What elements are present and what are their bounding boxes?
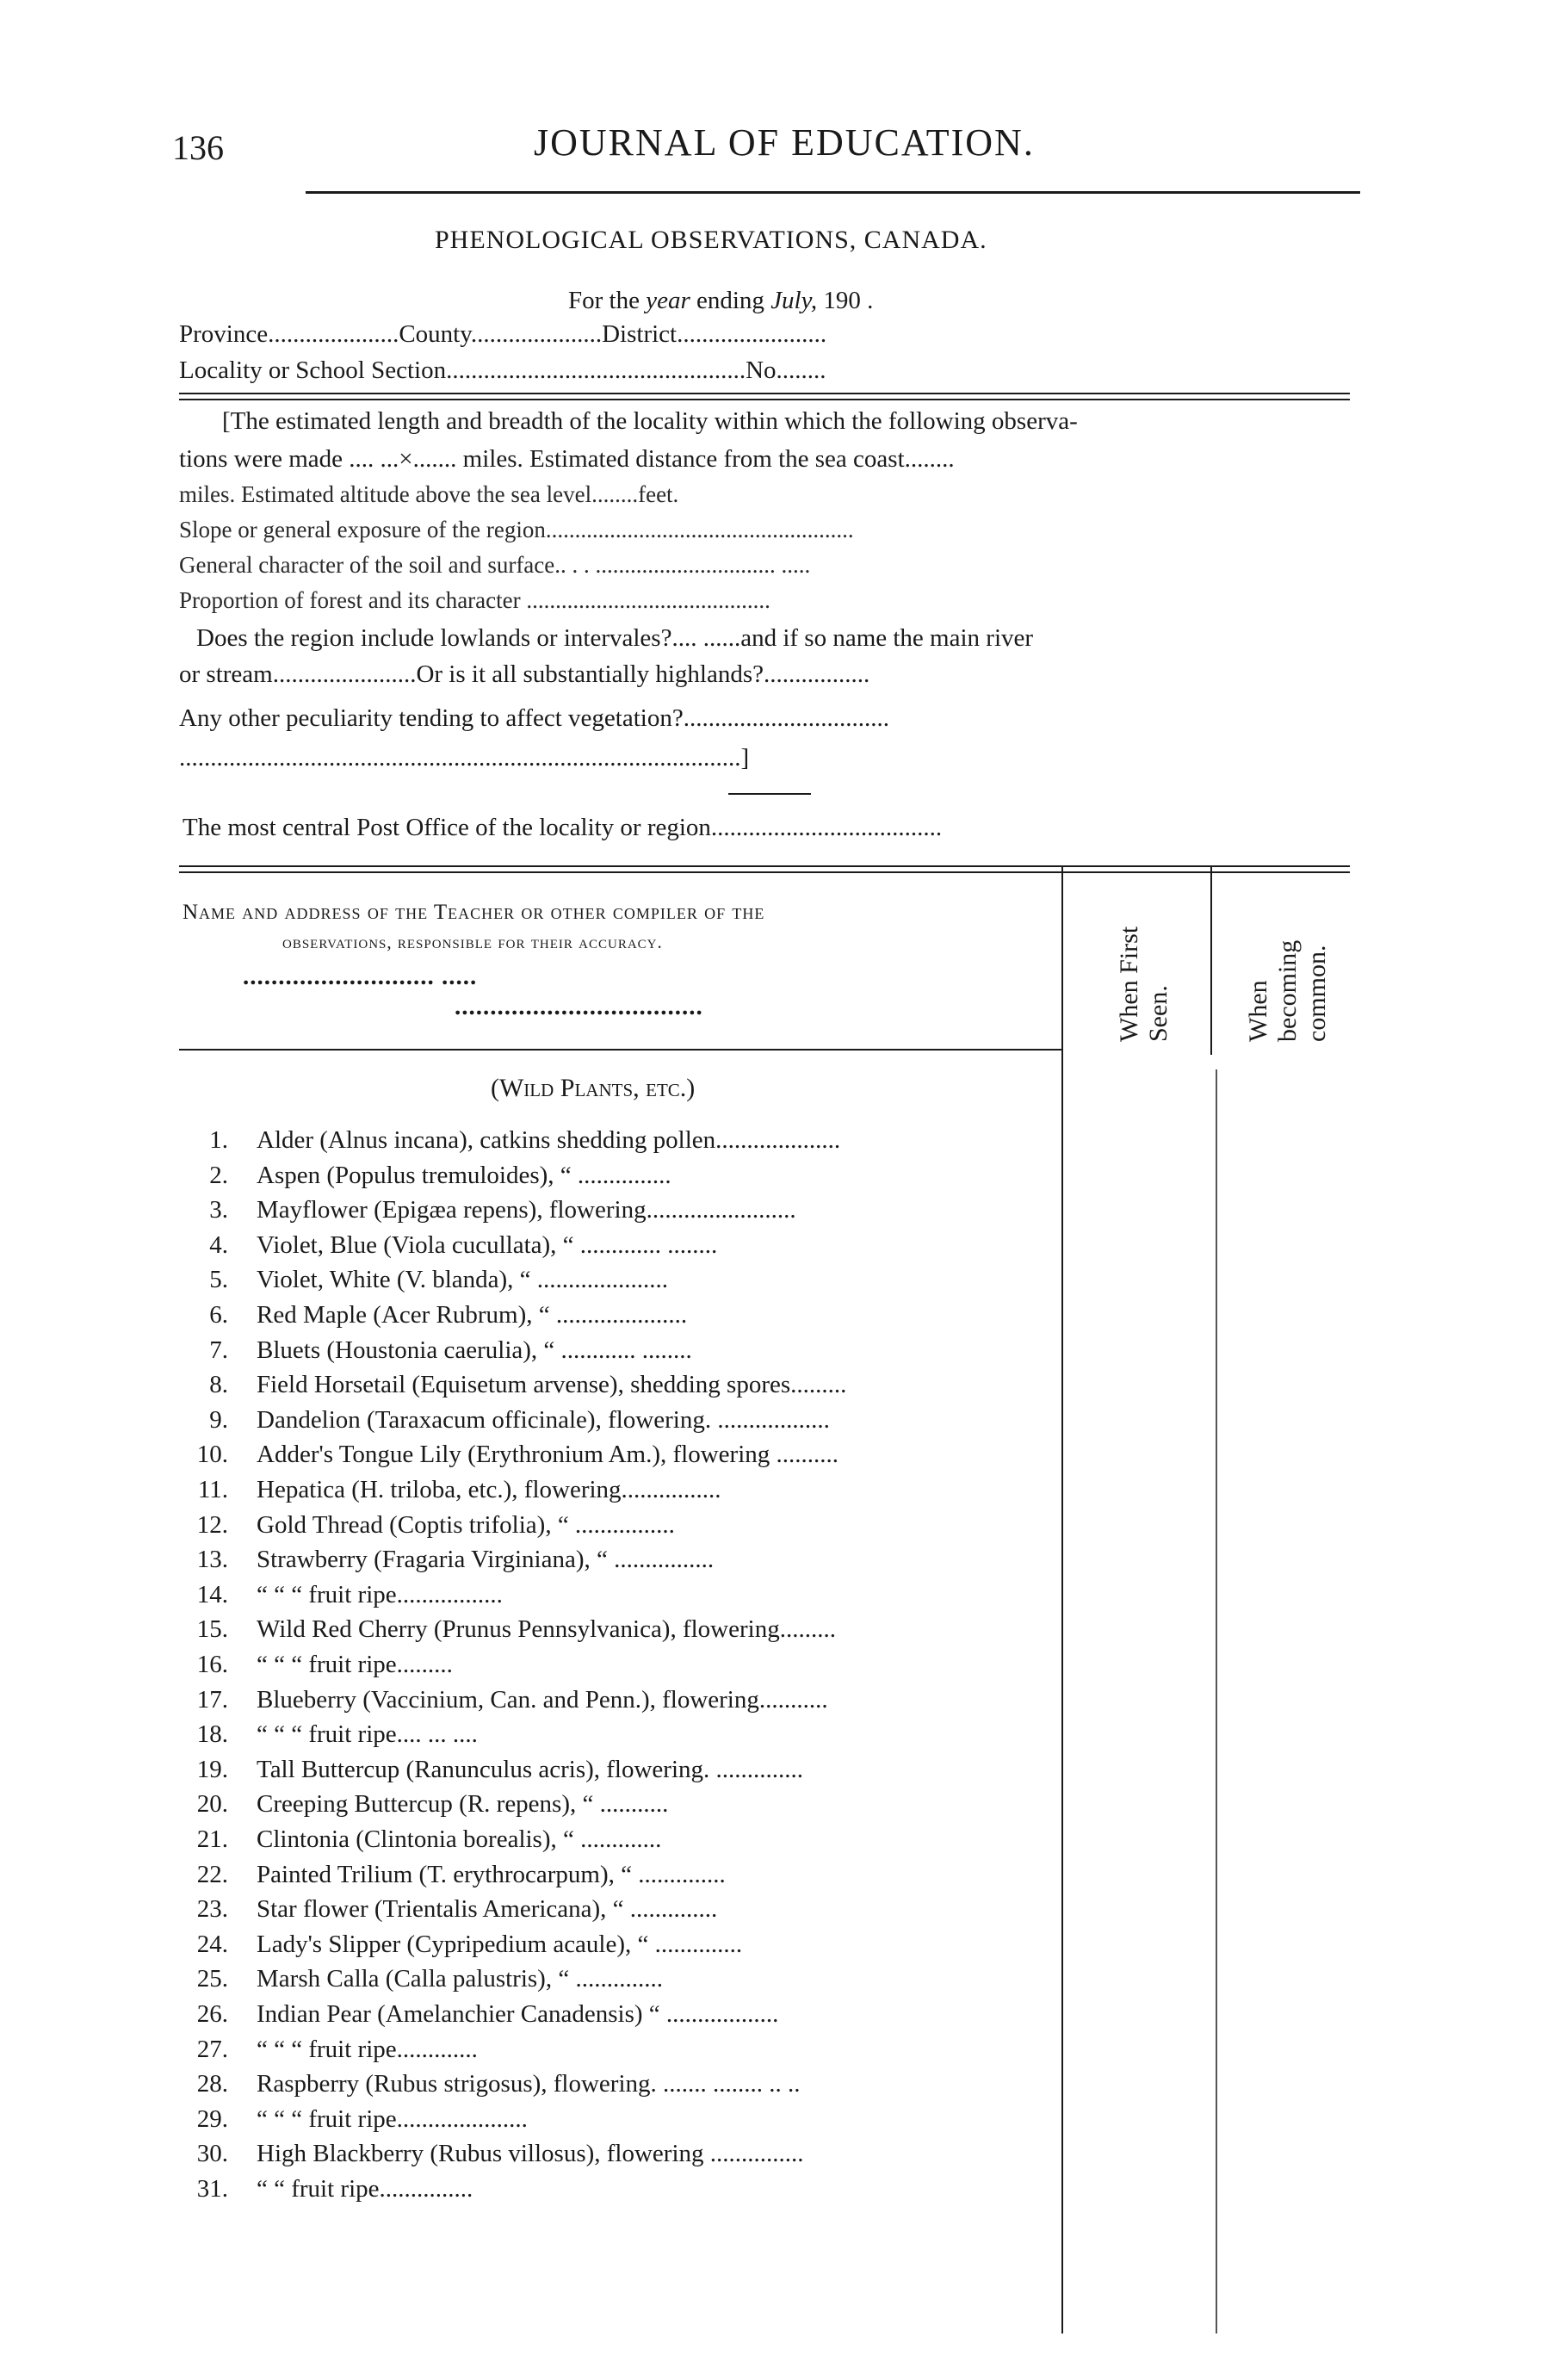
row-number: 15. [196,1615,228,1643]
lowlands-line-1: Does the region include lowlands or intervales?.... ......and if so name the main river [196,624,1034,652]
form-title: PHENOLOGICAL OBSERVATIONS, CANADA. [435,226,987,254]
row-text: Clintonia (Clintonia borealis), “ ............. [257,1825,662,1853]
row-text: Mayflower (Epigæa repens), flowering........................ [257,1196,796,1224]
row-text: Blueberry (Vaccinium, Can. and Penn.), flowering........... [257,1686,828,1714]
section-heading: (Wild Plants, etc.) [491,1074,696,1102]
row-number: 28. [196,2070,228,2098]
dots-line-1: ........................... ..... [243,963,478,990]
col-common-line-3: common. [1303,945,1331,1042]
year-line-prefix: For the [568,287,640,314]
row-number: 26. [196,2000,228,2028]
double-rule-1a [179,393,1350,394]
col-common-line-1: When [1244,980,1272,1042]
dots-line-2: ................................... [455,993,703,1020]
row-number: 17. [196,1686,228,1714]
row-text: Field Horsetail (Equisetum arvense), shedding spores......... [257,1371,847,1398]
row-text: Dandelion (Taraxacum officinale), flowering. .................. [257,1406,830,1434]
row-number: 16. [196,1651,228,1678]
row-text: Hepatica (H. triloba, etc.), flowering................ [257,1476,721,1503]
row-text: Strawberry (Fragaria Virginiana), “ ................ [257,1546,715,1573]
row-number: 3. [209,1196,228,1224]
row-text: Tall Buttercup (Ranunculus acris), flowering. .............. [257,1756,804,1783]
row-number: 14. [196,1581,228,1608]
peculiarity-line-1: Any other peculiarity tending to affect vegetation?................................. [179,704,889,732]
year-line-italic: year [646,287,690,314]
row-text: Gold Thread (Coptis trifolia), “ ................ [257,1511,675,1539]
forest-line: Proportion of forest and its character .......................................... [179,587,770,613]
row-text: “ “ “ fruit ripe............. [257,2036,478,2063]
row-number: 4. [209,1231,228,1259]
header-bottom-rule [179,1049,1061,1051]
row-number: 19. [196,1756,228,1783]
row-number: 20. [196,1790,228,1818]
row-text: “ “ fruit ripe............... [257,2175,473,2203]
row-text: “ “ “ fruit ripe..................... [257,2105,528,2133]
row-number: 18. [196,1720,228,1748]
row-number: 6. [209,1301,228,1329]
province-line: Province.....................County.....................District........................ [179,320,827,348]
row-number: 29. [196,2105,228,2133]
col-first-seen-line-2: Seen. [1144,985,1173,1042]
col-rule-1 [1061,865,1063,2334]
row-text: Marsh Calla (Calla palustris), “ .............. [257,1965,663,1993]
estimate-line-2: tions were made .... ...×....... miles. Estimated distance from the sea coast........ [179,445,955,473]
year-line-month: July, [770,287,818,314]
col-rule-2 [1210,865,1212,1055]
row-text: Painted Trilium (T. erythrocarpum), “ .............. [257,1861,726,1888]
col-header-common [1244,940,1332,1042]
header-rule [306,191,1360,194]
name-address-line-1: Name and address of the Teacher or other compiler of the [183,901,765,924]
peculiarity-line-2: ..........................................................................................] [179,744,750,772]
row-number: 31. [196,2175,228,2203]
year-line [568,287,873,315]
row-text: Raspberry (Rubus strigosus), flowering. ....... ........ .. .. [257,2070,801,2098]
col-rule-3 [1216,1069,1217,2334]
row-number: 21. [196,1825,228,1853]
row-number: 22. [196,1861,228,1888]
row-text: Bluets (Houstonia caerulia), “ ............ ........ [257,1336,692,1364]
row-text: Red Maple (Acer Rubrum), “ ..................... [257,1301,688,1329]
row-text: “ “ “ fruit ripe................. [257,1581,503,1608]
row-number: 25. [196,1965,228,1993]
row-number: 23. [196,1895,228,1923]
row-number: 5. [209,1266,228,1293]
row-number: 30. [196,2140,228,2167]
row-text: High Blackberry (Rubus villosus), flowering ............... [257,2140,804,2167]
year-line-mid: ending [696,287,764,314]
row-number: 10. [196,1441,228,1468]
row-text: Lady's Slipper (Cypripedium acaule), “ .............. [257,1931,743,1958]
col-common-line-2: becoming [1273,939,1302,1042]
row-text: Adder's Tongue Lily (Erythronium Am.), flowering .......... [257,1441,839,1468]
page-number: 136 [172,128,224,167]
row-number: 27. [196,2036,228,2063]
row-number: 9. [209,1406,228,1434]
row-number: 12. [196,1511,228,1539]
row-text: Violet, Blue (Viola cucullata), “ ............. ........ [257,1231,718,1259]
row-text: “ “ “ fruit ripe......... [257,1651,453,1678]
slope-line: Slope or general exposure of the region..................................................... [179,517,854,542]
locality-line: Locality or School Section................................................No........ [179,356,826,384]
row-text: Violet, White (V. blanda), “ ..................... [257,1266,669,1293]
running-title: JOURNAL OF EDUCATION. [534,121,1035,164]
col-header-first-seen [1115,927,1173,1042]
row-text: Star flower (Trientalis Americana), “ .............. [257,1895,718,1923]
year-line-year: 190 . [823,287,874,314]
row-text: Creeping Buttercup (R. repens), “ ........... [257,1790,669,1818]
lowlands-line-2: or stream.......................Or is it all substantially highlands?................. [179,660,870,688]
row-text: Alder (Alnus incana), catkins shedding pollen.................... [257,1126,841,1154]
row-number: 24. [196,1931,228,1958]
row-number: 13. [196,1546,228,1573]
row-number: 11. [197,1476,228,1503]
post-office-line: The most central Post Office of the locality or region..................................... [183,814,943,841]
soil-line: General character of the soil and surface.. . . ............................... ..... [179,552,811,578]
row-number: 8. [209,1371,228,1398]
double-rule-2a [179,865,1350,867]
row-text: “ “ “ fruit ripe.... ... .... [257,1720,478,1748]
double-rule-2b [179,871,1350,873]
estimate-line-3: miles. Estimated altitude above the sea level........feet. [179,481,679,507]
row-number: 2. [209,1162,228,1189]
row-number: 1. [209,1126,228,1154]
col-first-seen-line-1: When First [1115,926,1143,1042]
row-text: Wild Red Cherry (Prunus Pennsylvanica), flowering......... [257,1615,836,1643]
short-rule [728,793,811,795]
row-text: Aspen (Populus tremuloides), “ ............... [257,1162,671,1189]
double-rule-1b [179,399,1350,400]
row-number: 7. [209,1336,228,1364]
row-text: Indian Pear (Amelanchier Canadensis) “ .................. [257,2000,779,2028]
name-address-line-2: observations, responsible for their accuracy. [282,932,663,952]
estimate-line-1: [The estimated length and breadth of the locality within which the following observa- [222,407,1078,435]
